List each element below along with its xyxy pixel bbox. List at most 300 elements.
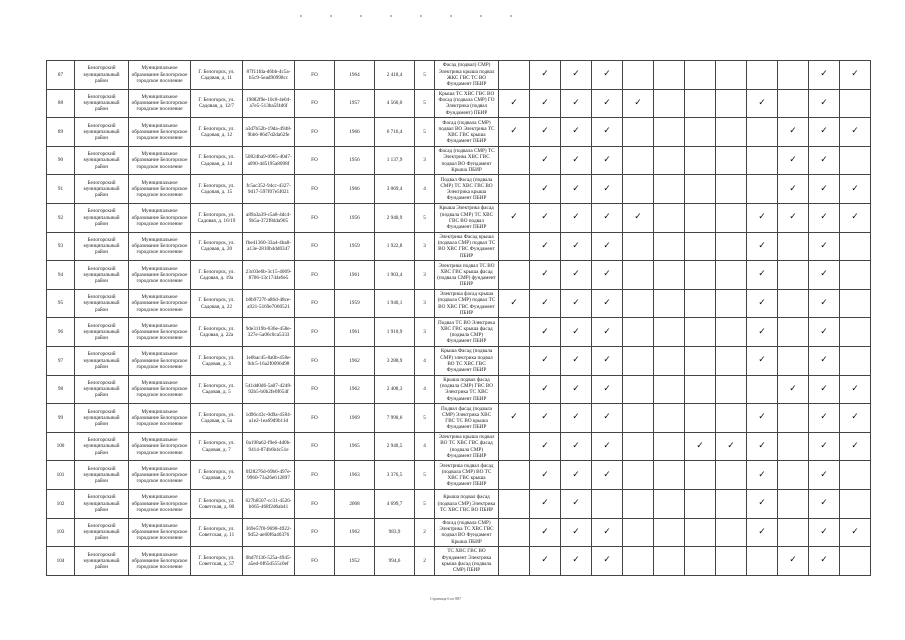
floors-cell: 5 xyxy=(415,61,435,90)
district-cell: Белогорский муниципальный район xyxy=(75,346,129,375)
check-mark-icon: ✓ xyxy=(747,232,778,261)
address-cell: Г. Белогорск, ул. Садовая, д. 9 xyxy=(191,461,243,490)
empty-work-cell xyxy=(654,61,685,90)
check-mark-icon: ✓ xyxy=(530,232,561,261)
house-guid-cell: fbe41360-33a4-4ba8-a13e-2810b4dd0347 xyxy=(243,232,295,261)
check-mark-icon: ✓ xyxy=(530,175,561,204)
works-list-cell: Электрика Фасад крыша (подвала СМР) подвал ТС ВО ХВС ГВС Фундамент ПБИР xyxy=(435,232,499,261)
check-mark-icon: ✓ xyxy=(592,346,623,375)
house-guid-cell: fc5ac352-94cc-4327-9d17-597f07e5f021 xyxy=(243,175,295,204)
row-number: 87 xyxy=(47,61,75,90)
works-list-cell: Крыша Фасад (подвала СМР) электрика подвал ВО ТС ХВС ГВС Фундамент ПБИР xyxy=(435,346,499,375)
check-mark-icon: ✓ xyxy=(530,203,561,232)
check-mark-icon: ✓ xyxy=(809,404,840,433)
works-list-cell: Фасад (подвала СМР) Электрика ТС ХВС ГВС подвал ВО Фундамент Крыша ПБИР xyxy=(435,518,499,547)
floors-cell: 5 xyxy=(415,89,435,118)
area-cell: 2 940,9 xyxy=(375,203,415,232)
empty-work-cell xyxy=(747,547,778,576)
check-mark-icon: ✓ xyxy=(530,432,561,461)
area-cell: 1 910,9 xyxy=(375,318,415,347)
area-cell: 1 922,8 xyxy=(375,232,415,261)
check-mark-icon: ✓ xyxy=(778,203,809,232)
check-mark-icon: ✓ xyxy=(530,489,561,518)
check-mark-icon: ✓ xyxy=(840,432,871,461)
empty-work-cell xyxy=(716,146,747,175)
empty-work-cell xyxy=(778,346,809,375)
check-mark-icon: ✓ xyxy=(561,175,592,204)
check-mark-icon: ✓ xyxy=(716,432,747,461)
row-number: 91 xyxy=(47,175,75,204)
settlement-cell: Муниципальное образование Белогорское городское поселение xyxy=(129,146,191,175)
empty-work-cell xyxy=(654,346,685,375)
ownership-type-cell: FO xyxy=(295,518,335,547)
settlement-cell: Муниципальное образование Белогорское городское поселение xyxy=(129,346,191,375)
empty-work-cell xyxy=(499,232,530,261)
table-row xyxy=(47,547,871,576)
empty-work-cell xyxy=(747,118,778,147)
works-list-cell: Подвал фасад (подвала СМР) Электрика ХВС ГВС ТС ВО крыша Фундамент ПБИР xyxy=(435,404,499,433)
empty-work-cell xyxy=(654,89,685,118)
empty-work-cell xyxy=(685,289,716,318)
empty-work-cell xyxy=(685,404,716,433)
empty-work-cell xyxy=(623,489,654,518)
check-mark-icon: ✓ xyxy=(778,375,809,404)
check-mark-icon: ✓ xyxy=(592,518,623,547)
check-mark-icon: ✓ xyxy=(747,346,778,375)
check-mark-icon: ✓ xyxy=(561,318,592,347)
check-mark-icon: ✓ xyxy=(561,61,592,90)
check-mark-icon: ✓ xyxy=(809,289,840,318)
check-mark-icon: ✓ xyxy=(747,261,778,290)
empty-work-cell xyxy=(623,318,654,347)
page-footer: Страница 6 из 887 xyxy=(430,596,462,601)
empty-work-cell xyxy=(685,232,716,261)
check-mark-icon: ✓ xyxy=(840,375,871,404)
empty-work-cell xyxy=(778,432,809,461)
address-cell: Г. Белогорск, ул. Садовая, д. 7 xyxy=(191,432,243,461)
build-year-cell: 1963 xyxy=(335,461,375,490)
empty-work-cell xyxy=(654,232,685,261)
floors-cell: 3 xyxy=(415,261,435,290)
check-mark-icon: ✓ xyxy=(592,61,623,90)
works-list-cell: Электрика подвал ТС ВО ХВС ГВС крыша фасад (подвала СМР) фундамент ПБИР xyxy=(435,261,499,290)
area-cell: 6 716,4 xyxy=(375,118,415,147)
area-cell: 1 137,9 xyxy=(375,146,415,175)
table-row xyxy=(47,203,871,232)
settlement-cell: Муниципальное образование Белогорское городское поселение xyxy=(129,232,191,261)
check-mark-icon: ✓ xyxy=(561,89,592,118)
check-mark-icon: ✓ xyxy=(747,404,778,433)
district-cell: Белогорский муниципальный район xyxy=(75,175,129,204)
check-mark-icon: ✓ xyxy=(809,261,840,290)
empty-work-cell xyxy=(685,318,716,347)
empty-work-cell xyxy=(623,146,654,175)
house-guid-cell: 0bd7f136-525a-4945-a5ed-0f65d555c0ef xyxy=(243,547,295,576)
district-cell: Белогорский муниципальный район xyxy=(75,404,129,433)
empty-work-cell xyxy=(623,61,654,90)
check-mark-icon: ✓ xyxy=(530,318,561,347)
row-number: 101 xyxy=(47,461,75,490)
area-cell: 1 903,4 xyxy=(375,261,415,290)
empty-work-cell xyxy=(623,432,654,461)
check-mark-icon: ✓ xyxy=(561,289,592,318)
settlement-cell: Муниципальное образование Белогорское городское поселение xyxy=(129,375,191,404)
area-cell: 983,9 xyxy=(375,518,415,547)
table-row xyxy=(47,346,871,375)
works-list-cell: Электрика крыша подвал ВО ТС ХВС ГВС фасад (подвала СМР) Фундамент ПБИР xyxy=(435,432,499,461)
empty-work-cell xyxy=(778,489,809,518)
check-mark-icon: ✓ xyxy=(592,175,623,204)
empty-work-cell xyxy=(623,232,654,261)
check-mark-icon: ✓ xyxy=(809,118,840,147)
check-mark-icon: ✓ xyxy=(499,404,530,433)
floors-cell: 4 xyxy=(415,175,435,204)
build-year-cell: 1969 xyxy=(335,404,375,433)
check-mark-icon: ✓ xyxy=(840,118,871,147)
check-mark-icon: ✓ xyxy=(499,203,530,232)
check-mark-icon: ✓ xyxy=(530,118,561,147)
empty-work-cell xyxy=(716,89,747,118)
check-mark-icon: ✓ xyxy=(499,89,530,118)
empty-work-cell xyxy=(747,146,778,175)
empty-work-cell xyxy=(654,261,685,290)
ownership-type-cell: FO xyxy=(295,432,335,461)
house-guid-cell: 19882f9e-10c8-4e04-a7e5-513ba5f4d6f xyxy=(243,89,295,118)
area-cell: 2 408,3 xyxy=(375,375,415,404)
address-cell: Г. Белогорск, ул. Садовая, д. 22а xyxy=(191,318,243,347)
works-list-cell: Крыша Электрика фасад (подвала СМР) ТС ХВС ГВС ВО подвал Фундамент ПБИР xyxy=(435,203,499,232)
check-mark-icon: ✓ xyxy=(747,432,778,461)
check-mark-icon: ✓ xyxy=(561,232,592,261)
check-mark-icon: ✓ xyxy=(809,547,840,576)
house-guid-cell: 87f11fda-d6bb-4c5a-b5c9-5ead90998cc xyxy=(243,61,295,90)
ownership-type-cell: FO xyxy=(295,261,335,290)
works-list-cell: Подвал ТС ВО Электрика ХВС ГВС крыша фасад (подвала СМР) Фундамент ПБИР xyxy=(435,318,499,347)
works-list-cell: Электрика подвал фасад (подвала СМР) ВО ТС ХВС ГВС крыша Фундамент ПБИР xyxy=(435,461,499,490)
floors-cell: 3 xyxy=(415,232,435,261)
build-year-cell: 1961 xyxy=(335,261,375,290)
table-row xyxy=(47,146,871,175)
check-mark-icon: ✓ xyxy=(778,547,809,576)
row-number: 96 xyxy=(47,318,75,347)
build-year-cell: 1959 xyxy=(335,232,375,261)
empty-work-cell xyxy=(716,518,747,547)
check-mark-icon: ✓ xyxy=(809,518,840,547)
floors-cell: 4 xyxy=(415,432,435,461)
district-cell: Белогорский муниципальный район xyxy=(75,89,129,118)
empty-work-cell xyxy=(840,489,871,518)
check-mark-icon: ✓ xyxy=(809,318,840,347)
build-year-cell: 1966 xyxy=(335,118,375,147)
empty-work-cell xyxy=(716,118,747,147)
empty-work-cell xyxy=(685,375,716,404)
empty-work-cell xyxy=(499,518,530,547)
build-year-cell: 1962 xyxy=(335,518,375,547)
ownership-type-cell: FO xyxy=(295,61,335,90)
check-mark-icon: ✓ xyxy=(685,432,716,461)
table-row xyxy=(47,489,871,518)
table-row xyxy=(47,175,871,204)
settlement-cell: Муниципальное образование Белогорское городское поселение xyxy=(129,118,191,147)
ownership-type-cell: FO xyxy=(295,175,335,204)
check-mark-icon: ✓ xyxy=(623,89,654,118)
empty-work-cell xyxy=(778,318,809,347)
address-cell: Г. Белогорск, ул. Садовая, д. 19а xyxy=(191,261,243,290)
empty-work-cell xyxy=(716,232,747,261)
district-cell: Белогорский муниципальный район xyxy=(75,232,129,261)
floors-cell: 5 xyxy=(415,404,435,433)
settlement-cell: Муниципальное образование Белогорское городское поселение xyxy=(129,547,191,576)
empty-work-cell xyxy=(623,518,654,547)
table-row xyxy=(47,404,871,433)
table-row xyxy=(47,518,871,547)
district-cell: Белогорский муниципальный район xyxy=(75,432,129,461)
check-mark-icon: ✓ xyxy=(530,289,561,318)
empty-work-cell xyxy=(685,61,716,90)
check-mark-icon: ✓ xyxy=(809,432,840,461)
table-row xyxy=(47,232,871,261)
works-list-cell: Электрика фасад крыша (подвала СМР) подвал ТС ВО ХВС ГВС Фундамент ПБИР xyxy=(435,289,499,318)
area-cell: 4 699,7 xyxy=(375,489,415,518)
empty-work-cell xyxy=(716,261,747,290)
house-guid-cell: 0a198a62-f9e6-4d0b-9414-874b6b4c51e xyxy=(243,432,295,461)
table-row xyxy=(47,318,871,347)
empty-work-cell xyxy=(623,346,654,375)
empty-work-cell xyxy=(840,346,871,375)
empty-work-cell xyxy=(778,61,809,90)
address-cell: Г. Белогорск, ул. Садовая, д. 20 xyxy=(191,232,243,261)
works-list-cell: Фасад (подвал) СМР) Электрика крыша подвал ЖКС ГВС ТС ВО Фундамент ПБИР xyxy=(435,61,499,90)
build-year-cell: 1962 xyxy=(335,346,375,375)
address-cell: Г. Белогорск, ул. Садовая, д. 5а xyxy=(191,404,243,433)
empty-work-cell xyxy=(654,547,685,576)
house-guid-cell: 1e0bac45-8a0b-458e-9dc5-16a2f0096d98 xyxy=(243,346,295,375)
floors-cell: 3 xyxy=(415,146,435,175)
district-cell: Белогорский муниципальный район xyxy=(75,489,129,518)
empty-work-cell xyxy=(685,547,716,576)
check-mark-icon: ✓ xyxy=(592,547,623,576)
check-mark-icon: ✓ xyxy=(592,261,623,290)
ownership-type-cell: FO xyxy=(295,203,335,232)
ownership-type-cell: FO xyxy=(295,404,335,433)
empty-work-cell xyxy=(778,289,809,318)
ownership-type-cell: FO xyxy=(295,461,335,490)
ownership-type-cell: FO xyxy=(295,375,335,404)
ownership-type-cell: FO xyxy=(295,289,335,318)
empty-work-cell xyxy=(840,318,871,347)
area-cell: 3 069,4 xyxy=(375,175,415,204)
check-mark-icon: ✓ xyxy=(530,346,561,375)
empty-work-cell xyxy=(654,146,685,175)
house-guid-cell: 541dd0d6-5a07-4248-92b5-b0b2fe0f654f xyxy=(243,375,295,404)
table-row xyxy=(47,461,871,490)
empty-work-cell xyxy=(840,461,871,490)
check-mark-icon: ✓ xyxy=(809,175,840,204)
district-cell: Белогорский муниципальный район xyxy=(75,375,129,404)
build-year-cell: 1966 xyxy=(335,175,375,204)
empty-work-cell xyxy=(685,203,716,232)
address-cell: Г. Белогорск, ул. Садовая, д. 12/7 xyxy=(191,89,243,118)
empty-work-cell xyxy=(623,547,654,576)
check-mark-icon: ✓ xyxy=(592,432,623,461)
check-mark-icon: ✓ xyxy=(561,346,592,375)
address-cell: Г. Белогорск, ул. Садовая, д. 3 xyxy=(191,346,243,375)
ownership-type-cell: FO xyxy=(295,318,335,347)
empty-work-cell xyxy=(716,404,747,433)
empty-work-cell xyxy=(685,461,716,490)
table-row xyxy=(47,89,871,118)
row-number: 103 xyxy=(47,518,75,547)
check-mark-icon: ✓ xyxy=(530,547,561,576)
settlement-cell: Муниципальное образование Белогорское городское поселение xyxy=(129,203,191,232)
check-mark-icon: ✓ xyxy=(778,175,809,204)
table-row xyxy=(47,289,871,318)
empty-work-cell xyxy=(623,461,654,490)
district-cell: Белогорский муниципальный район xyxy=(75,518,129,547)
settlement-cell: Муниципальное образование Белогорское городское поселение xyxy=(129,289,191,318)
empty-work-cell xyxy=(685,175,716,204)
settlement-cell: Муниципальное образование Белогорское городское поселение xyxy=(129,461,191,490)
empty-work-cell xyxy=(623,289,654,318)
house-guid-cell: 0f28276d-69b6-497e-9960-73a26e612897 xyxy=(243,461,295,490)
empty-work-cell xyxy=(623,375,654,404)
empty-work-cell xyxy=(499,547,530,576)
empty-work-cell xyxy=(778,89,809,118)
check-mark-icon: ✓ xyxy=(530,375,561,404)
check-mark-icon: ✓ xyxy=(561,489,592,518)
floors-cell: 5 xyxy=(415,461,435,490)
empty-work-cell xyxy=(654,118,685,147)
empty-work-cell xyxy=(654,175,685,204)
check-mark-icon: ✓ xyxy=(592,318,623,347)
district-cell: Белогорский муниципальный район xyxy=(75,318,129,347)
works-list-cell: Подвал Фасад (подвала СМР) ТС ХВС ГВС ВО Электрика крыша Фундамент ПБИР xyxy=(435,175,499,204)
ownership-type-cell: FO xyxy=(295,232,335,261)
ownership-type-cell: FO xyxy=(295,118,335,147)
ownership-type-cell: FO xyxy=(295,146,335,175)
check-mark-icon: ✓ xyxy=(530,461,561,490)
empty-work-cell xyxy=(499,146,530,175)
empty-work-cell xyxy=(499,432,530,461)
check-mark-icon: ✓ xyxy=(809,146,840,175)
empty-work-cell xyxy=(623,404,654,433)
settlement-cell: Муниципальное образование Белогорское городское поселение xyxy=(129,89,191,118)
check-mark-icon: ✓ xyxy=(561,404,592,433)
check-mark-icon: ✓ xyxy=(809,203,840,232)
empty-work-cell xyxy=(499,318,530,347)
house-guid-cell: a3d7b52b-19da-4948-9bb6-86d7d2da62fe xyxy=(243,118,295,147)
area-cell: 7 990,6 xyxy=(375,404,415,433)
empty-work-cell xyxy=(499,489,530,518)
empty-work-cell xyxy=(716,489,747,518)
empty-work-cell xyxy=(747,375,778,404)
works-list-cell: Фасад (подвала СМР) подвал ВО Электрика ТС ХВС ГВС крыша Фундамент ПБИР xyxy=(435,118,499,147)
house-guid-cell: 50824ba9-0965-40d7-a090-4d5195a8098f xyxy=(243,146,295,175)
address-cell: Г. Белогорск, ул. Садовая, д. 11 xyxy=(191,61,243,90)
works-list-cell: ТС ХВС ГВС ВО Фундамент Электрика крыша фасад (подвала СМР) ПБИР xyxy=(435,547,499,576)
address-cell: Г. Белогорск, ул. Советская, д. 11 xyxy=(191,518,243,547)
empty-work-cell xyxy=(747,61,778,90)
check-mark-icon: ✓ xyxy=(592,146,623,175)
check-mark-icon: ✓ xyxy=(747,489,778,518)
build-year-cell: 1964 xyxy=(335,61,375,90)
empty-work-cell xyxy=(716,175,747,204)
row-number: 95 xyxy=(47,289,75,318)
check-mark-icon: ✓ xyxy=(623,203,654,232)
check-mark-icon: ✓ xyxy=(561,461,592,490)
district-cell: Белогорский муниципальный район xyxy=(75,118,129,147)
area-cell: 2 940,5 xyxy=(375,432,415,461)
check-mark-icon: ✓ xyxy=(592,118,623,147)
empty-work-cell xyxy=(623,118,654,147)
build-year-cell: 2008 xyxy=(335,489,375,518)
house-guid-cell: 23c03e6b-3c15-4069-8706-13c1744e9e5 xyxy=(243,261,295,290)
check-mark-icon: ✓ xyxy=(747,518,778,547)
empty-work-cell xyxy=(654,489,685,518)
check-mark-icon: ✓ xyxy=(530,89,561,118)
floors-cell: 2 xyxy=(415,518,435,547)
empty-work-cell xyxy=(716,375,747,404)
row-number: 88 xyxy=(47,89,75,118)
row-number: 100 xyxy=(47,432,75,461)
check-mark-icon: ✓ xyxy=(530,404,561,433)
row-number: 90 xyxy=(47,146,75,175)
check-mark-icon: ✓ xyxy=(561,203,592,232)
check-mark-icon: ✓ xyxy=(499,289,530,318)
empty-work-cell xyxy=(685,261,716,290)
empty-work-cell xyxy=(778,404,809,433)
check-mark-icon: ✓ xyxy=(778,118,809,147)
check-mark-icon: ✓ xyxy=(561,375,592,404)
check-mark-icon: ✓ xyxy=(747,203,778,232)
check-mark-icon: ✓ xyxy=(561,547,592,576)
floors-cell: 5 xyxy=(415,489,435,518)
table-row xyxy=(47,118,871,147)
empty-work-cell xyxy=(716,547,747,576)
floors-cell: 2 xyxy=(415,547,435,576)
row-number: 104 xyxy=(47,547,75,576)
empty-work-cell xyxy=(654,461,685,490)
empty-work-cell xyxy=(840,89,871,118)
empty-work-cell xyxy=(499,261,530,290)
address-cell: Г. Белогорск, ул. Садовая, д. 14 xyxy=(191,146,243,175)
ownership-type-cell: FO xyxy=(295,346,335,375)
check-mark-icon: ✓ xyxy=(747,318,778,347)
house-guid-cell: 627b8507-cc31-4526-b665-468f2d6ab41 xyxy=(243,489,295,518)
settlement-cell: Муниципальное образование Белогорское городское поселение xyxy=(129,404,191,433)
empty-work-cell xyxy=(840,232,871,261)
address-cell: Г. Белогорск, ул. Советская, д. 57 xyxy=(191,547,243,576)
settlement-cell: Муниципальное образование Белогорское городское поселение xyxy=(129,518,191,547)
empty-work-cell xyxy=(716,289,747,318)
empty-work-cell xyxy=(654,404,685,433)
ownership-type-cell: FO xyxy=(295,489,335,518)
empty-work-cell xyxy=(685,146,716,175)
check-mark-icon: ✓ xyxy=(592,404,623,433)
build-year-cell: 1965 xyxy=(335,432,375,461)
check-mark-icon: ✓ xyxy=(592,203,623,232)
check-mark-icon: ✓ xyxy=(592,375,623,404)
check-mark-icon: ✓ xyxy=(778,146,809,175)
build-year-cell: 1956 xyxy=(335,146,375,175)
empty-work-cell xyxy=(778,461,809,490)
address-cell: Г. Белогорск, ул. Садовая, д. 16/19 xyxy=(191,203,243,232)
table-row xyxy=(47,432,871,461)
empty-work-cell xyxy=(685,346,716,375)
empty-work-cell xyxy=(840,547,871,576)
area-cell: 2 418,4 xyxy=(375,61,415,90)
check-mark-icon: ✓ xyxy=(561,518,592,547)
